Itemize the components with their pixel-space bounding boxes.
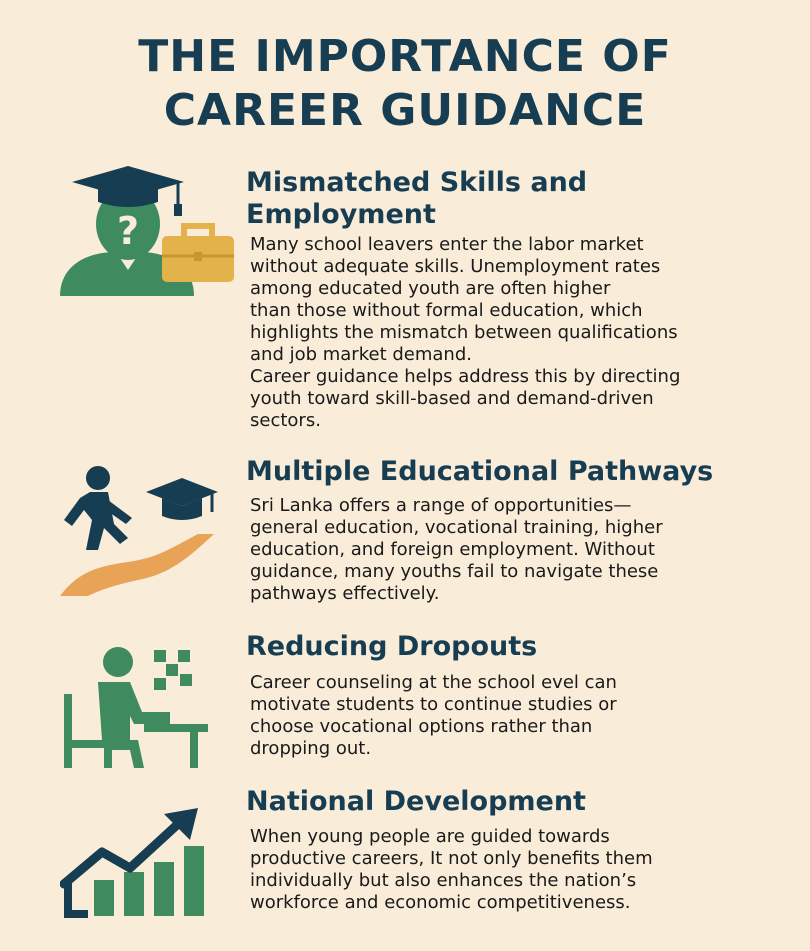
heading-line-2: Employment [246,199,436,230]
section-body: Sri Lanka offers a range of opportunities— general education, vocational training, higher education, and foreign employment. Without guidance, many youths fail to navigate these pathways effectively. [250,495,663,604]
section-heading [246,167,587,231]
section-heading: Reducing Dropouts [246,631,538,662]
heading-line-1: Mismatched Skills and [246,167,588,198]
growth-chart-icon [60,806,210,918]
section-body: When young people are guided towards productive careers, It not only benefits them individually but also enhances the nation’s workforce and economic competitiveness. [250,826,653,913]
student-at-desk-icon [60,644,210,772]
graduate-question-icon [58,164,238,304]
section-heading: National Development [246,786,586,817]
page-title [0,30,810,138]
person-climbing-path-icon [58,462,228,602]
title-line-1: THE IMPORTANCE OF [138,31,672,82]
title-line-2: CAREER GUIDANCE [163,85,647,136]
section-heading: Multiple Educational Pathways [246,456,714,487]
section-body: Career counseling at the school evel can motivate students to continue studies or choose vocational options rather than dropping out. [250,672,617,759]
section-body: Many school leavers enter the labor market without adequate skills. Unemployment rates among educated youth are often higher than those without formal education, which highlights the mismatch between qualifications and job market demand. Career guidance helps address this by directing youth toward skill-based and demand-driven sectors. [250,234,681,431]
svg-text:?: ? [116,209,140,253]
